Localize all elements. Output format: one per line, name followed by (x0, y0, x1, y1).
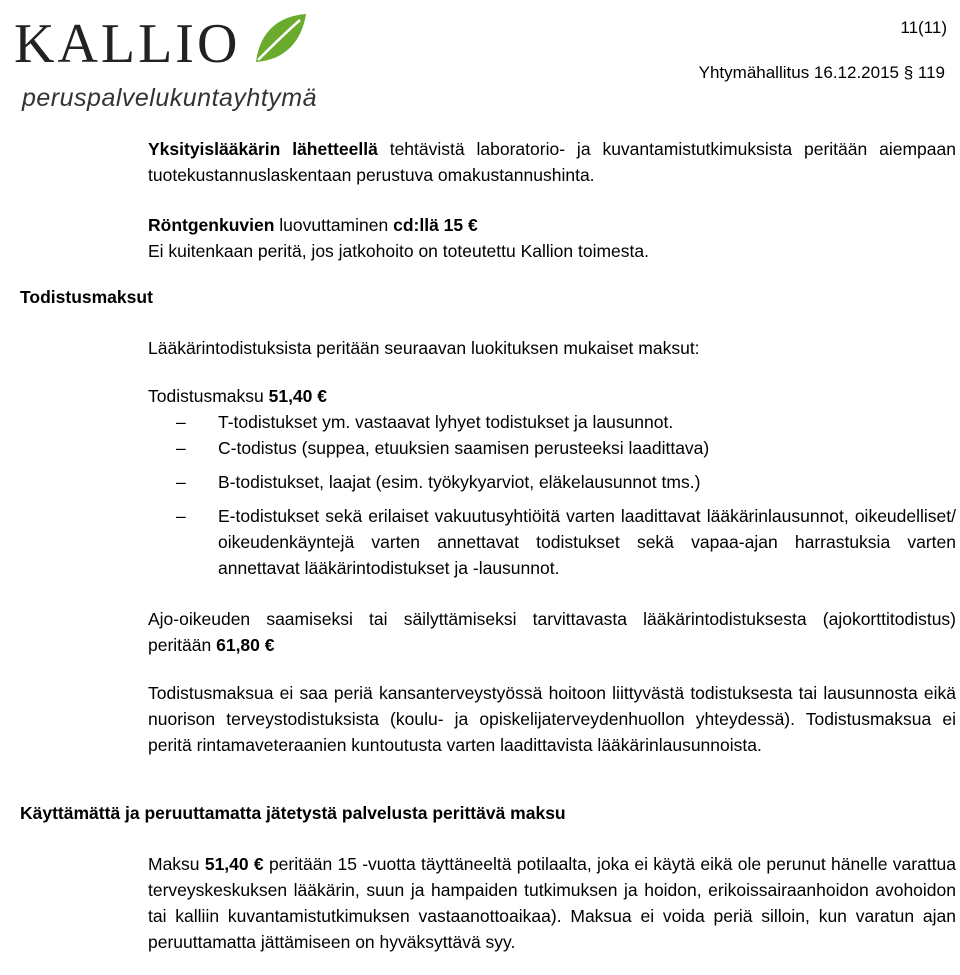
certificate-fee-label: Todistusmaksu (148, 386, 269, 406)
page-number: 11(11) (900, 18, 947, 37)
xray-bold: Röntgenkuvien (148, 215, 275, 235)
certificate-fee-line (148, 383, 956, 409)
logo-subtitle: peruspalvelukuntayhtymä (22, 84, 317, 112)
no-show-fee: 51,40 € (204, 854, 264, 874)
xray-fee: cd:llä 15 € (393, 215, 478, 235)
list-item: – T-todistukset ym. vastaavat lyhyet todistukset ja lausunnot. (148, 409, 956, 435)
xray-exception: Ei kuitenkaan peritä, jos jatkohoito on toteutettu Kallion toimesta. (148, 241, 649, 261)
logo-wordmark: KALLIO (14, 13, 241, 75)
certificate-fees-heading: Todistusmaksut (20, 287, 153, 307)
referral-bold: Yksityislääkärin lähetteellä (148, 139, 378, 159)
no-show-paragraph: Maksu 51,40 € peritään 15 -vuotta täyttäneeltä potilaalta, joka ei käytä eikä ole perunut hänelle varattua terveyskeskuksen lääkärin, suun ja hampaiden tutkimuksen ja hoidon, erikoissairaanhoidon avohoidon tai kalliin kuvantamistutkimuksen vastaanottoaikaa). Maksua ei voida periä silloin, kun varatun ajan peruuttamatta jättämiseen on hyväksyttävä syy. (148, 854, 957, 952)
exemption-paragraph: Todistusmaksua ei saa periä kansanterveystyössä hoitoon liittyvästä todistuksesta tai lausunnosta eikä nuorison terveystodistuksista (koulu- ja opiskelijaterveydenhuollon yhteydessä). Todistusmaksua ei peritä rintamaveteraanien kuntoutusta varten laadittavista lääkärinlausunnoista. (148, 683, 956, 755)
xray-mid: luovuttaminen (274, 215, 394, 235)
xray-paragraph (148, 212, 956, 264)
certificate-type-list (148, 409, 956, 581)
kallio-logo (14, 10, 317, 112)
list-item: – B-todistukset, laajat (esim. työkykyarviot, eläkelausunnot tms.) (148, 469, 956, 495)
certificate-fee-value: 51,40 € (268, 386, 327, 406)
no-show-fee-heading: Käyttämättä ja peruuttamatta jätetystä palvelusta perittävä maksu (20, 803, 566, 823)
driving-licence-fee: 61,80 € (216, 635, 275, 655)
referral-paragraph (148, 136, 956, 188)
dash-bullet: – (176, 438, 186, 458)
dash-bullet: – (176, 412, 186, 432)
meeting-reference: Yhtymähallitus 16.12.2015 § 119 (698, 63, 945, 82)
list-item: – C-todistus (suppea, etuuksien saamisen perusteeksi laadittava) (148, 435, 956, 461)
dash-bullet: – (176, 472, 186, 492)
list-item: – E-todistukset sekä erilaiset vakuutusyhtiöitä varten laadittavat lääkärinlausunnot, oikeudelliset/ oikeudenkäyntejä varten annettavat todistukset sekä vapaa-ajan harrastuksia varten annettavat lääkärintodistukset ja -lausunnot. (148, 503, 956, 581)
dash-bullet: – (176, 506, 186, 526)
driving-licence-paragraph: Ajo-oikeuden saamiseksi tai säilyttämiseksi tarvittavasta lääkärintodistuksesta (ajokorttitodistus) peritään 61,80 € (148, 609, 956, 655)
referral-text: tehtävistä laboratorio- ja kuvantamistutkimuksista peritään aiempaan tuotekustannuslaskentaan perustuva omakustannushinta. (148, 139, 956, 185)
leaf-icon (250, 10, 310, 70)
certificate-lead: Lääkärintodistuksista peritään seuraavan luokituksen mukaiset maksut: (148, 338, 700, 358)
